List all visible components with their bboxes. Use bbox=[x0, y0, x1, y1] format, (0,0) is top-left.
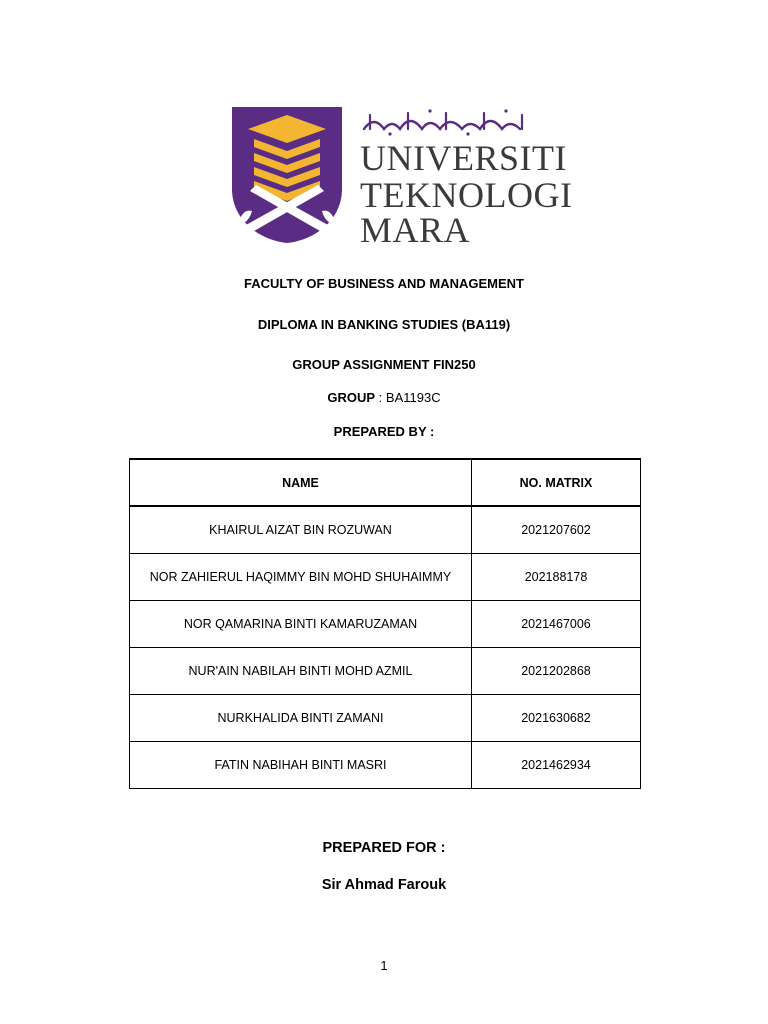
jawi-script bbox=[360, 107, 536, 137]
uitm-crest-icon bbox=[232, 107, 342, 243]
member-name: KHAIRUL AIZAT BIN ROZUWAN bbox=[130, 506, 472, 554]
member-name: NOR ZAHIERUL HAQIMMY BIN MOHD SHUHAIMMY bbox=[130, 554, 472, 601]
table-row bbox=[130, 601, 641, 648]
table-row bbox=[130, 506, 641, 554]
column-header-matrix: NO. MATRIX bbox=[472, 459, 641, 506]
wordmark-line-3: MARA bbox=[360, 210, 471, 250]
member-matrix: 202188178 bbox=[472, 554, 641, 601]
group-label: GROUP bbox=[327, 390, 376, 405]
member-matrix: 2021207602 bbox=[472, 506, 641, 554]
page-number: 1 bbox=[380, 958, 388, 973]
group-value: BA1193C bbox=[385, 390, 441, 405]
member-matrix: 2021630682 bbox=[472, 695, 641, 742]
prepared-for-label: PREPARED FOR : bbox=[322, 840, 446, 856]
wordmark-line-2: TEKNOLOGI bbox=[360, 175, 573, 215]
faculty-title: FACULTY OF BUSINESS AND MANAGEMENT bbox=[244, 276, 524, 291]
group-separator: : bbox=[375, 390, 386, 405]
member-name: NOR QAMARINA BINTI KAMARUZAMAN bbox=[130, 601, 472, 648]
program-title: DIPLOMA IN BANKING STUDIES (BA119) bbox=[257, 317, 511, 332]
group-line bbox=[0, 390, 768, 405]
table-header-row bbox=[130, 459, 641, 506]
assignment-title: GROUP ASSIGNMENT FIN250 bbox=[292, 357, 476, 372]
member-name: NURKHALIDA BINTI ZAMANI bbox=[130, 695, 472, 742]
table-row bbox=[130, 648, 641, 695]
column-header-name: NAME bbox=[130, 459, 472, 506]
members-table bbox=[129, 458, 641, 789]
uitm-logo bbox=[232, 107, 573, 250]
member-name: FATIN NABIHAH BINTI MASRI bbox=[130, 742, 472, 789]
table-row bbox=[130, 554, 641, 601]
prepared-by-label: PREPARED BY : bbox=[333, 424, 435, 439]
member-name: NUR'AIN NABILAH BINTI MOHD AZMIL bbox=[130, 648, 472, 695]
table-row bbox=[130, 742, 641, 789]
member-matrix: 2021467006 bbox=[472, 601, 641, 648]
member-matrix: 2021202868 bbox=[472, 648, 641, 695]
lecturer-name: Sir Ahmad Farouk bbox=[321, 877, 447, 893]
wordmark-line-1: UNIVERSITI bbox=[360, 138, 567, 178]
table-row bbox=[130, 695, 641, 742]
member-matrix: 2021462934 bbox=[472, 742, 641, 789]
